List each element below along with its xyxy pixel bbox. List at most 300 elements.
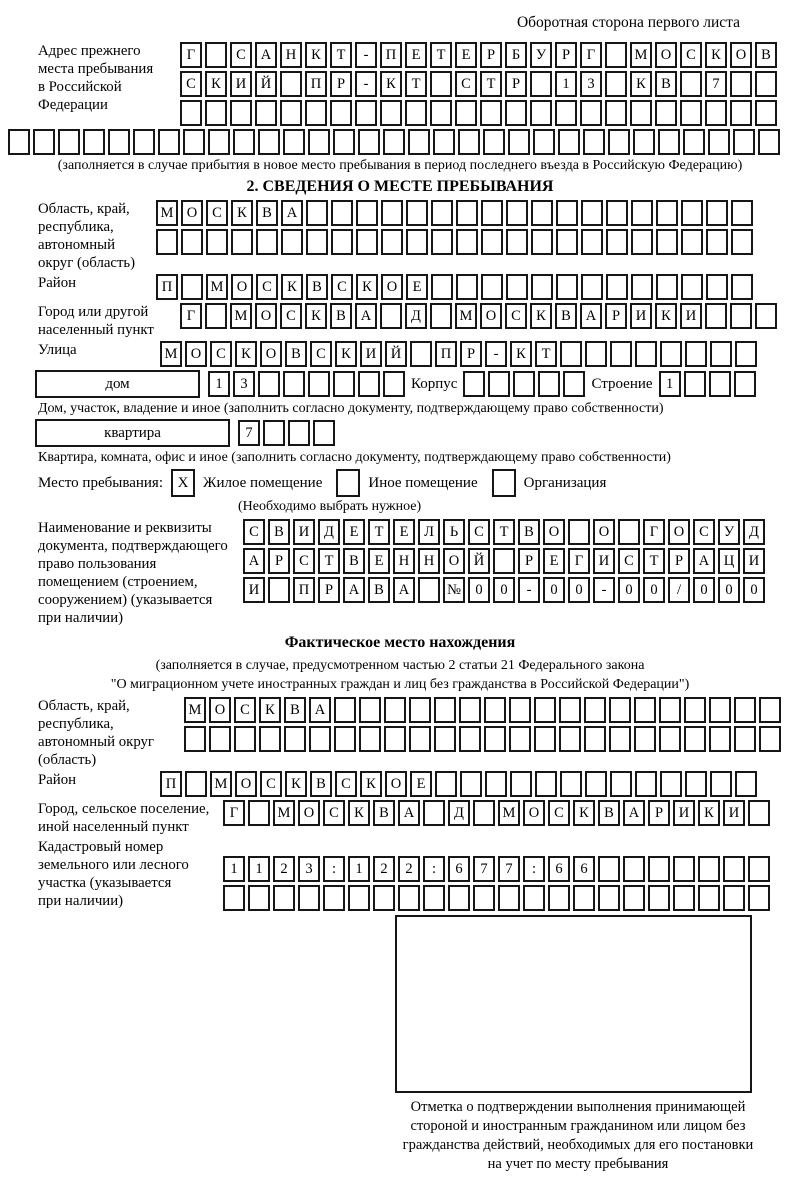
char-box[interactable]: [333, 371, 355, 397]
char-box[interactable]: [430, 71, 452, 97]
char-box[interactable]: [205, 303, 227, 329]
char-box[interactable]: К: [348, 800, 370, 826]
char-box[interactable]: [568, 519, 590, 545]
char-box[interactable]: О: [298, 800, 320, 826]
char-box[interactable]: Т: [480, 71, 502, 97]
char-box[interactable]: [459, 726, 481, 752]
char-box[interactable]: [680, 100, 702, 126]
char-box[interactable]: [306, 200, 328, 226]
char-box[interactable]: С: [693, 519, 715, 545]
char-box[interactable]: [8, 129, 30, 155]
char-box[interactable]: М: [184, 697, 206, 723]
char-box[interactable]: М: [160, 341, 182, 367]
char-box[interactable]: [684, 371, 706, 397]
char-box[interactable]: [281, 229, 303, 255]
char-box[interactable]: А: [393, 577, 415, 603]
char-box[interactable]: 6: [573, 856, 595, 882]
char-box[interactable]: [734, 697, 756, 723]
char-box[interactable]: О: [260, 341, 282, 367]
char-box[interactable]: [493, 548, 515, 574]
char-box[interactable]: [530, 100, 552, 126]
char-box[interactable]: Т: [643, 548, 665, 574]
char-box[interactable]: К: [305, 42, 327, 68]
char-box[interactable]: И: [230, 71, 252, 97]
char-box[interactable]: О: [181, 200, 203, 226]
char-box[interactable]: [563, 371, 585, 397]
char-box[interactable]: -: [518, 577, 540, 603]
char-box[interactable]: [383, 371, 405, 397]
char-box[interactable]: К: [380, 71, 402, 97]
char-box[interactable]: К: [231, 200, 253, 226]
char-box[interactable]: 6: [448, 856, 470, 882]
char-box[interactable]: 1: [248, 856, 270, 882]
char-box[interactable]: О: [730, 42, 752, 68]
char-box[interactable]: [309, 726, 331, 752]
char-box[interactable]: [623, 856, 645, 882]
char-box[interactable]: Н: [418, 548, 440, 574]
char-box[interactable]: П: [305, 71, 327, 97]
char-box[interactable]: [258, 371, 280, 397]
char-box[interactable]: 2: [273, 856, 295, 882]
char-box[interactable]: [410, 341, 432, 367]
char-box[interactable]: [505, 100, 527, 126]
char-box[interactable]: 1: [348, 856, 370, 882]
char-box[interactable]: С: [310, 341, 332, 367]
char-box[interactable]: [380, 100, 402, 126]
char-box[interactable]: М: [156, 200, 178, 226]
char-box[interactable]: С: [206, 200, 228, 226]
char-box[interactable]: [610, 341, 632, 367]
char-box[interactable]: О: [523, 800, 545, 826]
char-box[interactable]: [248, 885, 270, 911]
char-box[interactable]: [355, 100, 377, 126]
char-box[interactable]: Т: [535, 341, 557, 367]
char-box[interactable]: Т: [318, 548, 340, 574]
char-box[interactable]: И: [723, 800, 745, 826]
char-box[interactable]: В: [598, 800, 620, 826]
char-box[interactable]: А: [355, 303, 377, 329]
char-box[interactable]: И: [293, 519, 315, 545]
char-box[interactable]: [581, 200, 603, 226]
char-box[interactable]: [509, 726, 531, 752]
char-box[interactable]: [634, 726, 656, 752]
char-box[interactable]: [698, 856, 720, 882]
char-box[interactable]: [684, 697, 706, 723]
char-box[interactable]: К: [510, 341, 532, 367]
char-box[interactable]: [710, 771, 732, 797]
char-box[interactable]: С: [234, 697, 256, 723]
char-box[interactable]: [206, 229, 228, 255]
char-box[interactable]: [488, 371, 510, 397]
char-box[interactable]: №: [443, 577, 465, 603]
char-box[interactable]: О: [668, 519, 690, 545]
char-box[interactable]: К: [698, 800, 720, 826]
char-box[interactable]: [734, 371, 756, 397]
char-box[interactable]: [748, 885, 770, 911]
char-box[interactable]: О: [655, 42, 677, 68]
char-box[interactable]: [273, 885, 295, 911]
char-box[interactable]: [684, 726, 706, 752]
char-box[interactable]: [759, 697, 781, 723]
char-box[interactable]: М: [210, 771, 232, 797]
char-box[interactable]: К: [630, 71, 652, 97]
char-box[interactable]: [423, 800, 445, 826]
char-box[interactable]: [759, 726, 781, 752]
char-box[interactable]: У: [718, 519, 740, 545]
char-box[interactable]: А: [309, 697, 331, 723]
char-box[interactable]: [483, 129, 505, 155]
char-box[interactable]: [584, 726, 606, 752]
char-box[interactable]: М: [206, 274, 228, 300]
char-box[interactable]: [533, 129, 555, 155]
char-box[interactable]: В: [285, 341, 307, 367]
char-box[interactable]: [735, 341, 757, 367]
char-box[interactable]: 0: [693, 577, 715, 603]
char-box[interactable]: [660, 341, 682, 367]
char-box[interactable]: Г: [568, 548, 590, 574]
char-box[interactable]: [723, 856, 745, 882]
char-box[interactable]: [673, 856, 695, 882]
char-box[interactable]: [573, 885, 595, 911]
char-box[interactable]: А: [693, 548, 715, 574]
char-box[interactable]: [673, 885, 695, 911]
char-box[interactable]: О: [443, 548, 465, 574]
char-box[interactable]: [559, 697, 581, 723]
char-box[interactable]: Г: [223, 800, 245, 826]
char-box[interactable]: М: [273, 800, 295, 826]
char-box[interactable]: [258, 129, 280, 155]
char-box[interactable]: Р: [518, 548, 540, 574]
char-box[interactable]: К: [530, 303, 552, 329]
char-box[interactable]: [348, 885, 370, 911]
char-box[interactable]: [610, 771, 632, 797]
char-box[interactable]: [306, 229, 328, 255]
char-box[interactable]: 0: [643, 577, 665, 603]
char-box[interactable]: [580, 100, 602, 126]
char-box[interactable]: [706, 200, 728, 226]
char-box[interactable]: П: [435, 341, 457, 367]
char-box[interactable]: [630, 100, 652, 126]
char-box[interactable]: 7: [498, 856, 520, 882]
char-box[interactable]: [705, 100, 727, 126]
char-box[interactable]: О: [235, 771, 257, 797]
char-box[interactable]: О: [593, 519, 615, 545]
char-box[interactable]: [633, 129, 655, 155]
char-box[interactable]: П: [160, 771, 182, 797]
char-box[interactable]: [656, 200, 678, 226]
char-box[interactable]: Й: [468, 548, 490, 574]
char-box[interactable]: [398, 885, 420, 911]
char-box[interactable]: [685, 341, 707, 367]
char-box[interactable]: [538, 371, 560, 397]
char-box[interactable]: Е: [393, 519, 415, 545]
char-box[interactable]: 2: [373, 856, 395, 882]
char-box[interactable]: [660, 771, 682, 797]
char-box[interactable]: [331, 229, 353, 255]
char-box[interactable]: [405, 100, 427, 126]
char-box[interactable]: Н: [393, 548, 415, 574]
char-box[interactable]: [555, 100, 577, 126]
char-box[interactable]: [334, 726, 356, 752]
char-box[interactable]: [731, 200, 753, 226]
char-box[interactable]: [581, 229, 603, 255]
char-box[interactable]: К: [259, 697, 281, 723]
checkbox-organizatsiya[interactable]: [492, 469, 516, 497]
char-box[interactable]: 1: [223, 856, 245, 882]
char-box[interactable]: В: [268, 519, 290, 545]
char-box[interactable]: [523, 885, 545, 911]
char-box[interactable]: Й: [255, 71, 277, 97]
char-box[interactable]: [635, 341, 657, 367]
char-box[interactable]: [659, 726, 681, 752]
char-box[interactable]: [384, 697, 406, 723]
char-box[interactable]: [255, 100, 277, 126]
char-box[interactable]: М: [230, 303, 252, 329]
char-box[interactable]: Р: [505, 71, 527, 97]
char-box[interactable]: [283, 129, 305, 155]
char-box[interactable]: [408, 129, 430, 155]
char-box[interactable]: [618, 519, 640, 545]
char-box[interactable]: К: [335, 341, 357, 367]
char-box[interactable]: [481, 229, 503, 255]
char-box[interactable]: М: [455, 303, 477, 329]
char-box[interactable]: [534, 726, 556, 752]
char-box[interactable]: В: [518, 519, 540, 545]
char-box[interactable]: 3: [580, 71, 602, 97]
char-box[interactable]: [359, 726, 381, 752]
char-box[interactable]: В: [655, 71, 677, 97]
char-box[interactable]: С: [210, 341, 232, 367]
char-box[interactable]: С: [505, 303, 527, 329]
char-box[interactable]: [458, 129, 480, 155]
char-box[interactable]: [431, 229, 453, 255]
char-box[interactable]: И: [243, 577, 265, 603]
char-box[interactable]: :: [523, 856, 545, 882]
char-box[interactable]: [506, 229, 528, 255]
char-box[interactable]: И: [360, 341, 382, 367]
char-box[interactable]: [183, 129, 205, 155]
char-box[interactable]: В: [373, 800, 395, 826]
char-box[interactable]: [506, 200, 528, 226]
char-box[interactable]: [498, 885, 520, 911]
char-box[interactable]: М: [630, 42, 652, 68]
char-box[interactable]: :: [323, 856, 345, 882]
char-box[interactable]: 3: [233, 371, 255, 397]
char-box[interactable]: [631, 200, 653, 226]
char-box[interactable]: [709, 726, 731, 752]
char-box[interactable]: 2: [398, 856, 420, 882]
char-box[interactable]: С: [293, 548, 315, 574]
char-box[interactable]: [223, 885, 245, 911]
char-box[interactable]: [755, 71, 777, 97]
char-box[interactable]: Т: [430, 42, 452, 68]
char-box[interactable]: [456, 229, 478, 255]
char-box[interactable]: [381, 200, 403, 226]
char-box[interactable]: Р: [648, 800, 670, 826]
char-box[interactable]: [480, 100, 502, 126]
char-box[interactable]: Д: [405, 303, 427, 329]
char-box[interactable]: К: [205, 71, 227, 97]
char-box[interactable]: [288, 420, 310, 446]
char-box[interactable]: С: [618, 548, 640, 574]
char-box[interactable]: 0: [718, 577, 740, 603]
char-box[interactable]: [605, 42, 627, 68]
char-box[interactable]: [156, 229, 178, 255]
char-box[interactable]: [534, 697, 556, 723]
char-box[interactable]: К: [573, 800, 595, 826]
char-box[interactable]: [433, 129, 455, 155]
char-box[interactable]: [481, 200, 503, 226]
char-box[interactable]: -: [593, 577, 615, 603]
char-box[interactable]: [623, 885, 645, 911]
char-box[interactable]: Р: [605, 303, 627, 329]
char-box[interactable]: [581, 274, 603, 300]
char-box[interactable]: 0: [543, 577, 565, 603]
char-box[interactable]: 1: [659, 371, 681, 397]
char-box[interactable]: М: [498, 800, 520, 826]
char-box[interactable]: К: [285, 771, 307, 797]
char-box[interactable]: И: [630, 303, 652, 329]
char-box[interactable]: [535, 771, 557, 797]
char-box[interactable]: [656, 229, 678, 255]
char-box[interactable]: [284, 726, 306, 752]
char-box[interactable]: К: [356, 274, 378, 300]
char-box[interactable]: Е: [543, 548, 565, 574]
char-box[interactable]: [58, 129, 80, 155]
char-box[interactable]: [313, 420, 335, 446]
char-box[interactable]: [648, 856, 670, 882]
char-box[interactable]: [683, 129, 705, 155]
char-box[interactable]: [631, 274, 653, 300]
char-box[interactable]: [460, 771, 482, 797]
char-box[interactable]: [231, 229, 253, 255]
char-box[interactable]: Г: [643, 519, 665, 545]
char-box[interactable]: Т: [330, 42, 352, 68]
char-box[interactable]: [681, 229, 703, 255]
char-box[interactable]: 1: [208, 371, 230, 397]
char-box[interactable]: П: [293, 577, 315, 603]
char-box[interactable]: [280, 71, 302, 97]
char-box[interactable]: У: [530, 42, 552, 68]
char-box[interactable]: [598, 856, 620, 882]
char-box[interactable]: [531, 229, 553, 255]
char-box[interactable]: [459, 697, 481, 723]
char-box[interactable]: [205, 42, 227, 68]
char-box[interactable]: О: [209, 697, 231, 723]
char-box[interactable]: [185, 771, 207, 797]
char-box[interactable]: [331, 200, 353, 226]
char-box[interactable]: -: [355, 42, 377, 68]
char-box[interactable]: [180, 100, 202, 126]
char-box[interactable]: [308, 129, 330, 155]
char-box[interactable]: [706, 274, 728, 300]
char-box[interactable]: К: [655, 303, 677, 329]
char-box[interactable]: 1: [555, 71, 577, 97]
char-box[interactable]: В: [368, 577, 390, 603]
char-box[interactable]: [585, 341, 607, 367]
char-box[interactable]: И: [680, 303, 702, 329]
char-box[interactable]: [556, 229, 578, 255]
char-box[interactable]: [409, 697, 431, 723]
char-box[interactable]: [598, 885, 620, 911]
char-box[interactable]: [280, 100, 302, 126]
char-box[interactable]: [423, 885, 445, 911]
char-box[interactable]: [485, 771, 507, 797]
char-box[interactable]: С: [260, 771, 282, 797]
char-box[interactable]: [531, 274, 553, 300]
char-box[interactable]: [358, 129, 380, 155]
char-box[interactable]: [730, 303, 752, 329]
char-box[interactable]: [735, 771, 757, 797]
char-box[interactable]: [473, 800, 495, 826]
char-box[interactable]: [631, 229, 653, 255]
char-box[interactable]: К: [281, 274, 303, 300]
char-box[interactable]: [585, 771, 607, 797]
char-box[interactable]: [334, 697, 356, 723]
char-box[interactable]: С: [243, 519, 265, 545]
char-box[interactable]: А: [623, 800, 645, 826]
char-box[interactable]: [731, 229, 753, 255]
char-box[interactable]: [708, 129, 730, 155]
char-box[interactable]: [83, 129, 105, 155]
char-box[interactable]: [209, 726, 231, 752]
char-box[interactable]: [108, 129, 130, 155]
char-box[interactable]: [356, 200, 378, 226]
char-box[interactable]: О: [231, 274, 253, 300]
char-box[interactable]: [606, 229, 628, 255]
char-box[interactable]: [434, 697, 456, 723]
char-box[interactable]: В: [343, 548, 365, 574]
char-box[interactable]: С: [180, 71, 202, 97]
char-box[interactable]: Р: [555, 42, 577, 68]
char-box[interactable]: С: [331, 274, 353, 300]
char-box[interactable]: [748, 856, 770, 882]
char-box[interactable]: 0: [493, 577, 515, 603]
char-box[interactable]: [323, 885, 345, 911]
char-box[interactable]: [259, 726, 281, 752]
char-box[interactable]: Ц: [718, 548, 740, 574]
char-box[interactable]: Р: [668, 548, 690, 574]
char-box[interactable]: -: [485, 341, 507, 367]
char-box[interactable]: [430, 100, 452, 126]
char-box[interactable]: Т: [405, 71, 427, 97]
char-box[interactable]: [256, 229, 278, 255]
char-box[interactable]: [723, 885, 745, 911]
char-box[interactable]: [609, 697, 631, 723]
char-box[interactable]: [431, 274, 453, 300]
char-box[interactable]: [706, 229, 728, 255]
char-box[interactable]: [381, 229, 403, 255]
char-box[interactable]: Р: [460, 341, 482, 367]
char-box[interactable]: [530, 71, 552, 97]
char-box[interactable]: [558, 129, 580, 155]
char-box[interactable]: Д: [448, 800, 470, 826]
char-box[interactable]: [730, 100, 752, 126]
char-box[interactable]: [656, 274, 678, 300]
char-box[interactable]: С: [280, 303, 302, 329]
char-box[interactable]: Е: [406, 274, 428, 300]
char-box[interactable]: Р: [318, 577, 340, 603]
char-box[interactable]: 0: [743, 577, 765, 603]
char-box[interactable]: Е: [343, 519, 365, 545]
char-box[interactable]: [158, 129, 180, 155]
char-box[interactable]: [681, 200, 703, 226]
char-box[interactable]: [418, 577, 440, 603]
char-box[interactable]: [734, 726, 756, 752]
char-box[interactable]: Й: [385, 341, 407, 367]
char-box[interactable]: О: [543, 519, 565, 545]
char-box[interactable]: [383, 129, 405, 155]
